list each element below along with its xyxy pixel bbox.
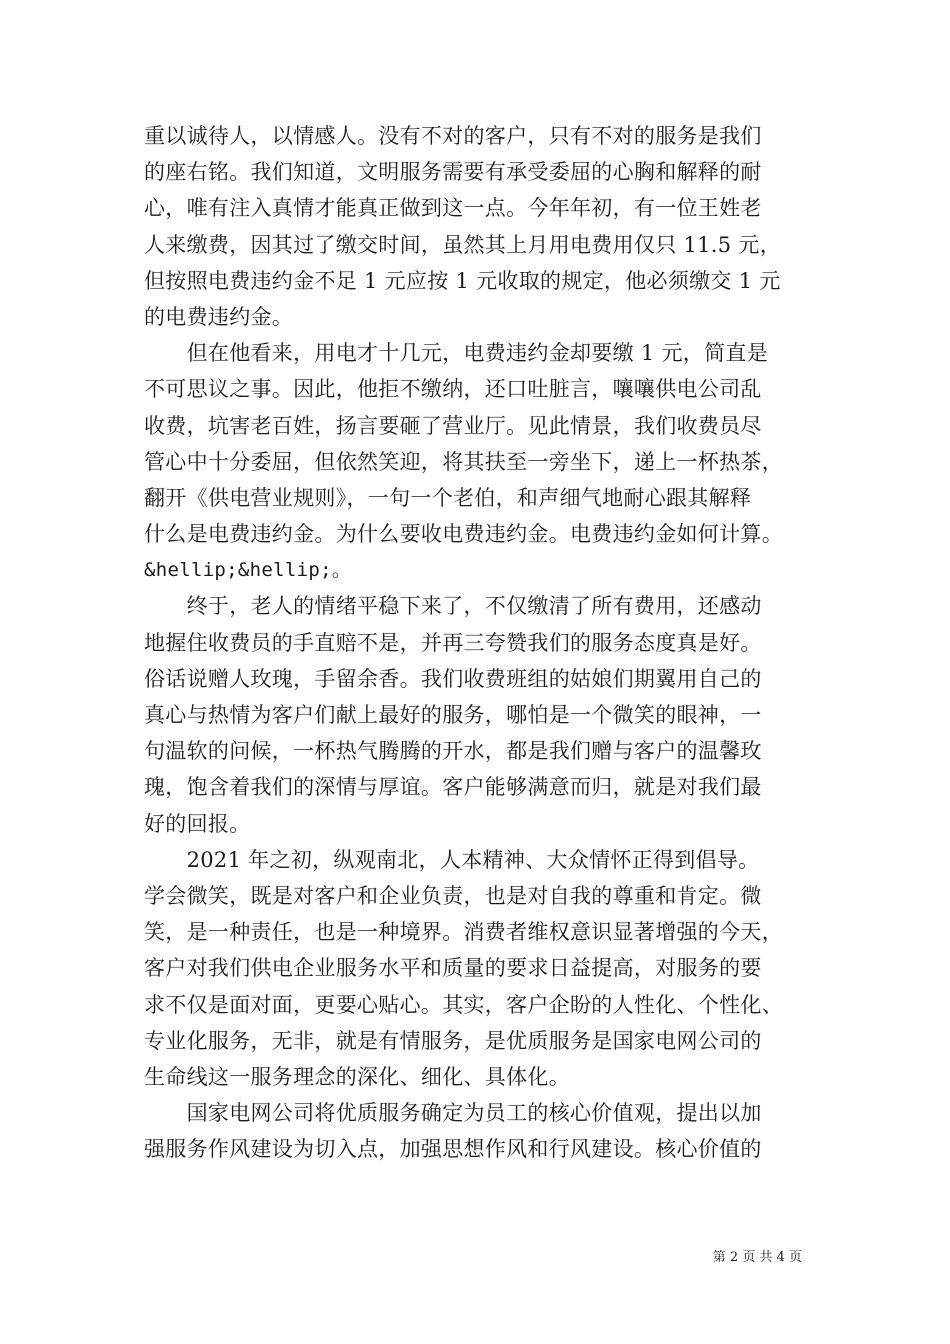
text-line: 什么是电费违约金。为什么要收电费违约金。电费违约金如何计算。	[144, 522, 783, 547]
text-line: 专业化服务，无非，就是有情服务，是优质服务是国家电网公司的	[144, 1028, 762, 1053]
text-line: 但在他看来，用电才十几元，电费违约金却要缴 1 元，简直是	[144, 341, 769, 366]
text-line: 翻开《供电营业规则》，一句一个老伯，和声细气地耐心跟其解释	[144, 485, 752, 510]
text-line: 句温软的问候，一杯热气腾腾的开水，都是我们赠与客户的温馨玫	[144, 739, 762, 764]
text-line: 国家电网公司将优质服务确定为员工的核心价值观，提出以加	[144, 1101, 762, 1126]
text-line: 俗话说赠人玫瑰，手留余香。我们收费班组的姑娘们期翼用自己的	[144, 666, 762, 691]
text-line: 终于，老人的情绪平稳下来了，不仅缴清了所有费用，还感动	[144, 594, 762, 619]
text-line: 但按照电费违约金不足 1 元应按 1 元收取的规定，他必须缴交 1 元	[144, 268, 781, 293]
text-line: 不可思议之事。因此，他拒不缴纳，还口吐脏言，嚷嚷供电公司乱	[144, 377, 762, 402]
text-line: 地握住收费员的手直赔不是，并再三夸赞我们的服务态度真是好。	[144, 630, 762, 655]
text-line: 重以诚待人，以情感人。没有不对的客户，只有不对的服务是我们	[144, 124, 762, 148]
text-line: 好的回报。	[144, 811, 251, 836]
text-line: 的电费违约金。	[144, 304, 294, 329]
document-body	[144, 118, 810, 1167]
text-line: 2021 年之初，纵观南北，人本精神、大众情怀正得到倡导。	[144, 847, 760, 872]
text-line: 学会微笑，既是对客户和企业负责，也是对自我的尊重和肯定。微	[144, 883, 762, 908]
text-line: 心，唯有注入真情才能真正做到这一点。今年年初，有一位王姓老	[144, 196, 762, 221]
text-line: &hellip;&hellip;。	[144, 559, 352, 582]
text-line: 生命线这一服务理念的深化、细化、具体化。	[144, 1064, 570, 1089]
page-number: 第 2 页 共 4 页	[712, 1250, 802, 1265]
text-line: 瑰，饱含着我们的深情与厚谊。客户能够满意而归，就是对我们最	[144, 775, 762, 800]
text-line: 管心中十分委屈，但依然笑迎，将其扶至一旁坐下，递上一杯热茶，	[144, 449, 783, 474]
text-line: 收费，坑害老百姓，扬言要砸了营业厅。见此情景，我们收费员尽	[144, 413, 762, 438]
text-line: 的座右铭。我们知道，文明服务需要有承受委屈的心胸和解释的耐	[144, 160, 762, 185]
text-line: 人来缴费，因其过了缴交时间，虽然其上月用电费用仅只 11.5 元，	[144, 232, 782, 257]
text-line: 笑，是一种责任，也是一种境界。消费者维权意识显著增强的今天，	[144, 920, 783, 945]
text-line: 求不仅是面对面，更要心贴心。其实，客户企盼的人性化、个性化、	[144, 992, 783, 1017]
text-line: 真心与热情为客户们献上最好的服务，哪怕是一个微笑的眼神，一	[144, 703, 762, 727]
text-line: 客户对我们供电企业服务水平和质量的要求日益提高，对服务的要	[144, 956, 762, 981]
text-line: 强服务作风建设为切入点，加强思想作风和行风建设。核心价值的	[144, 1137, 762, 1162]
